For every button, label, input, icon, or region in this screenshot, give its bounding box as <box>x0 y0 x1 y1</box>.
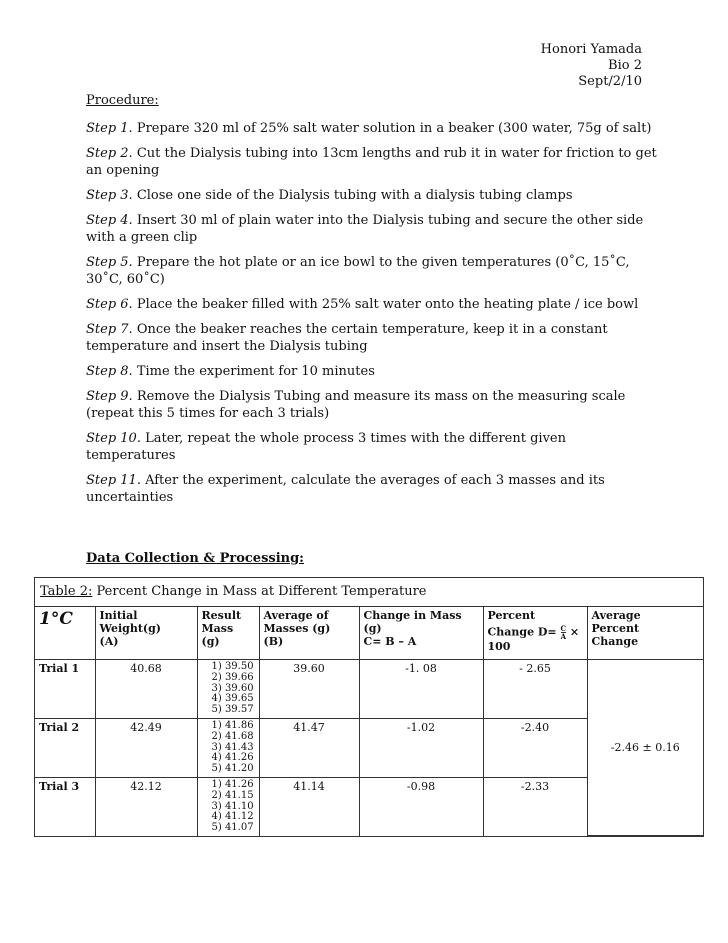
header-text: Mass (g) <box>201 622 234 648</box>
procedure-step <box>86 120 658 137</box>
header-text: Result <box>201 609 242 622</box>
header-text: 100 <box>487 640 511 653</box>
document-header <box>541 42 642 90</box>
procedure-step <box>86 145 658 179</box>
step-text: Time the experiment for 10 minutes <box>132 364 375 379</box>
result-mass-item: 5) 41.07 <box>211 822 254 834</box>
fraction <box>561 625 567 640</box>
average-mass: 39.60 <box>259 660 359 719</box>
step-text: Place the beaker filled with 25% salt water onto the heating plate / ice bowl <box>132 297 639 312</box>
result-mass-item: 2) 39.66 <box>211 671 254 683</box>
header-text: Change <box>591 635 639 648</box>
step-label: Step 9. <box>86 389 133 404</box>
header-text: (B) <box>263 635 284 648</box>
percent-change: -2.40 <box>483 718 587 777</box>
step-text: Later, repeat the whole process 3 times with the different given temperatures <box>86 431 566 463</box>
header-text: Percent <box>591 622 640 635</box>
step-label: Step 6. <box>86 297 133 312</box>
header-average-mass <box>259 607 359 660</box>
step-text: Remove the Dialysis Tubing and measure its mass on the measuring scale (repeat this 5 times for each 3 trials) <box>86 389 626 421</box>
header-text: (A) <box>99 635 119 648</box>
average-percent-change: -2.46 ± 0.16 <box>587 660 703 836</box>
procedure-step <box>86 212 658 246</box>
procedure-step <box>86 430 658 464</box>
header-text: Masses (g) <box>263 622 331 635</box>
result-mass-item: 2) 41.68 <box>211 730 254 742</box>
result-mass-item: 4) 39.65 <box>211 693 254 705</box>
result-mass-item: 3) 41.10 <box>211 800 254 812</box>
procedure-steps <box>86 120 658 506</box>
header-change-mass <box>359 607 483 660</box>
document-date: Sept/2/10 <box>578 74 642 89</box>
step-text: Insert 30 ml of plain water into the Dialysis tubing and secure the other side with a green clip <box>86 213 644 245</box>
procedure-step <box>86 254 658 288</box>
author-name: Honori Yamada <box>540 42 642 57</box>
trial-label: Trial 1 <box>35 660 95 719</box>
percent-change: - 2.65 <box>483 660 587 719</box>
initial-weight: 42.49 <box>95 718 197 777</box>
procedure-heading: Procedure: <box>86 93 159 108</box>
step-text: Close one side of the Dialysis tubing with a dialysis tubing clamps <box>132 188 573 203</box>
procedure-step <box>86 363 658 380</box>
header-text: Initial <box>99 609 138 622</box>
initial-weight: 40.68 <box>95 660 197 719</box>
step-label: Step 8. <box>86 364 133 379</box>
change-in-mass: -1. 08 <box>359 660 483 719</box>
percent-change: -2.33 <box>483 777 587 835</box>
change-in-mass: -1.02 <box>359 718 483 777</box>
step-label: Step 10. <box>86 431 141 446</box>
table-header-row <box>35 607 703 660</box>
procedure-step <box>86 472 658 506</box>
result-masses <box>197 660 259 719</box>
header-text: Change in Mass <box>363 609 462 622</box>
header-text: (g) <box>363 622 382 635</box>
fraction-numerator: C <box>560 624 567 633</box>
header-text: Weight(g) <box>99 622 162 635</box>
table-caption <box>35 578 703 607</box>
step-label: Step 5. <box>86 255 133 270</box>
step-label: Step 2. <box>86 146 133 161</box>
result-mass-item: 2) 41.15 <box>211 789 254 801</box>
procedure-section <box>86 92 658 514</box>
step-text: After the experiment, calculate the averages of each 3 masses and its uncertainties <box>86 473 605 505</box>
step-text: Prepare 320 ml of 25% salt water solution in a beaker (300 water, 75g of salt) <box>132 121 652 136</box>
header-text: Percent <box>487 609 536 622</box>
procedure-step <box>86 321 658 355</box>
result-mass-item: 4) 41.26 <box>211 752 254 764</box>
step-text: Prepare the hot plate or an ice bowl to the given temperatures (0˚C, 15˚C, 30˚C, 60˚C) <box>86 255 630 287</box>
step-label: Step 7. <box>86 322 133 337</box>
result-mass-item: 5) 41.20 <box>211 763 254 775</box>
temperature-label: 1°C <box>35 607 95 660</box>
table-caption-label: Table 2: <box>40 584 93 599</box>
result-masses <box>197 777 259 835</box>
header-text: × <box>569 625 580 639</box>
step-label: Step 11. <box>86 473 141 488</box>
result-mass-item: 4) 41.12 <box>211 811 254 823</box>
result-mass-item: 3) 41.43 <box>211 741 254 753</box>
table-caption-text: Percent Change in Mass at Different Temperature <box>92 584 427 599</box>
data-table <box>34 577 704 837</box>
step-label: Step 3. <box>86 188 133 203</box>
result-mass-item: 1) 39.50 <box>211 661 254 672</box>
header-result-mass <box>197 607 259 660</box>
trial-label: Trial 3 <box>35 777 95 835</box>
table-row <box>35 660 703 719</box>
step-text: Once the beaker reaches the certain temperature, keep it in a constant temperature and insert the Dialysis tubing <box>86 322 608 354</box>
result-masses <box>197 718 259 777</box>
average-mass: 41.14 <box>259 777 359 835</box>
result-mass-item: 1) 41.26 <box>211 778 254 790</box>
header-text: Average <box>591 609 641 622</box>
initial-weight: 42.12 <box>95 777 197 835</box>
header-percent-change <box>483 607 587 660</box>
procedure-step <box>86 187 658 204</box>
fraction-denominator: A <box>560 632 566 641</box>
step-text: Cut the Dialysis tubing into 13cm lengths and rub it in water for friction to get an opening <box>86 146 657 178</box>
step-label: Step 4. <box>86 213 133 228</box>
trial-label: Trial 2 <box>35 718 95 777</box>
result-mass-item: 5) 39.57 <box>211 704 254 716</box>
course-name: Bio 2 <box>608 58 642 73</box>
change-in-mass: -0.98 <box>359 777 483 835</box>
step-label: Step 1. <box>86 121 133 136</box>
header-average-percent <box>587 607 703 660</box>
percent-formula <box>488 625 583 640</box>
result-mass-item: 1) 41.86 <box>211 719 254 731</box>
header-text: Average of <box>263 609 329 622</box>
data-collection-heading: Data Collection & Processing: <box>86 551 304 566</box>
procedure-step <box>86 388 658 422</box>
header-initial-weight <box>95 607 197 660</box>
average-mass: 41.47 <box>259 718 359 777</box>
header-text: C= B – A <box>363 635 417 648</box>
mass-change-table <box>35 607 703 836</box>
result-mass-item: 3) 39.60 <box>211 682 254 694</box>
header-text: Change D= <box>487 625 557 639</box>
procedure-step <box>86 296 658 313</box>
